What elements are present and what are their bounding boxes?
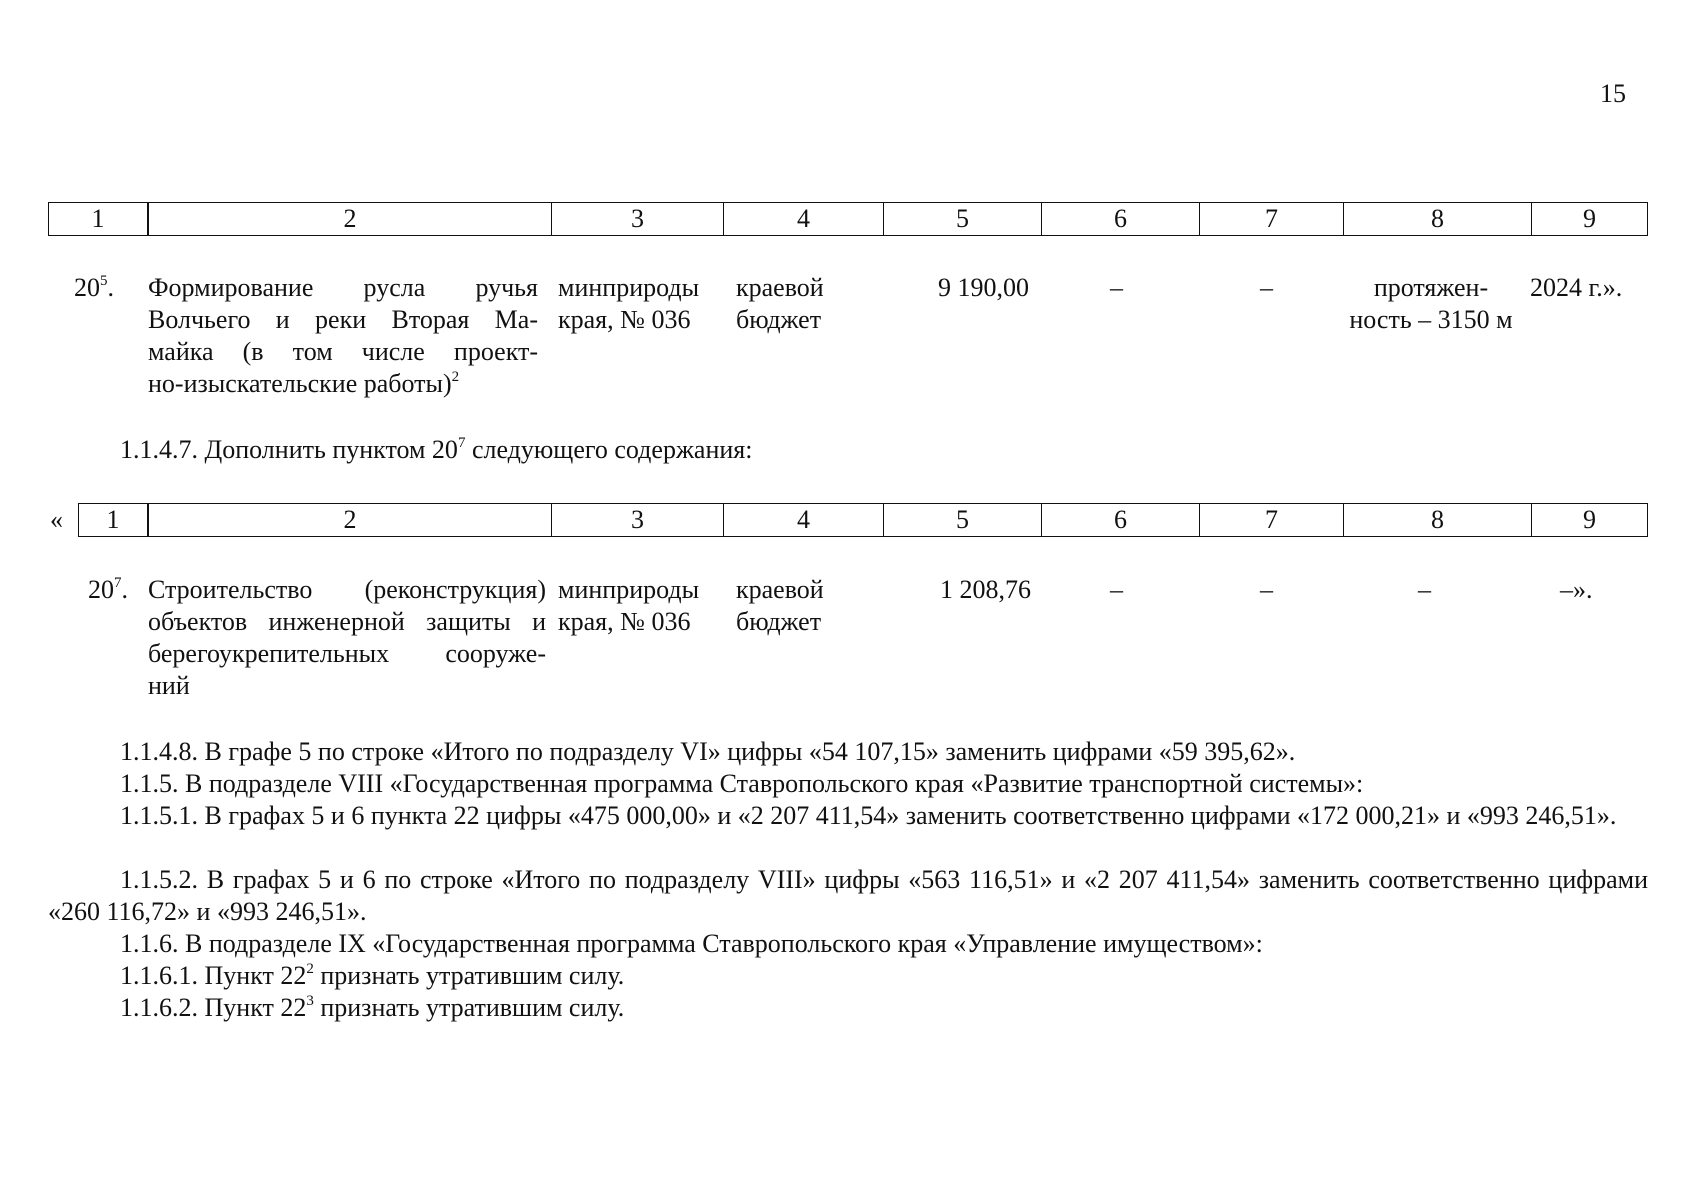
header-col-3: 3 (551, 203, 723, 235)
page-number: 15 (1600, 79, 1626, 108)
header-col-6: 6 (1041, 203, 1199, 235)
row-col7-value: – (1260, 575, 1273, 604)
row-title: Формирование русла ручья Волчьего и реки Вторая Ма- майка (в том числе проект- но-изыскательские работы)$^2$ (148, 273, 538, 398)
header-col-2: 2 (147, 203, 551, 235)
paragraph-1-1-5: 1.1.5. В подразделе VIII «Государственная программа Ставропольского края «Развитие транспортной системы»: (120, 769, 1364, 798)
paragraph-1-1-5-2: 1.1.5.2. В графах 5 и 6 по строке «Итого по подразделу VIII» цифры «563 116,51» и «2 207 411,54» заменить соответственно цифрами «260 116,72» и «993 246,51». (48, 865, 1648, 926)
row-number: $20^5$. (74, 273, 114, 302)
row-executor: минприроды края, № 036 (558, 575, 700, 636)
header-col-5: 5 (883, 203, 1041, 235)
header-col-8: 8 (1343, 504, 1531, 536)
paragraph-1-1-6: 1.1.6. В подразделе IX «Государственная программа Ставропольского края «Управление имуществом»: (120, 929, 1263, 958)
row-title: Строительство (реконструкция) объектов инженерной защиты и берегоукрепительных сооруже- ний (148, 575, 546, 700)
header-col-1: 1 (106, 505, 120, 534)
header-col-3: 3 (551, 504, 723, 536)
row-funding-source: краевой бюджет (736, 575, 824, 636)
row-col6-value: – (1110, 575, 1123, 604)
row-number: $20^7$. (88, 575, 128, 604)
opening-quote: « (50, 505, 63, 534)
row-funding-source: краевой бюджет (736, 273, 824, 334)
row-col9-value: –». (1560, 575, 1593, 604)
column-number-header-2 (78, 503, 1648, 537)
header-col-6: 6 (1041, 504, 1199, 536)
row-col5-value: 9 190,00 (938, 273, 1029, 302)
header-col-7: 7 (1199, 203, 1343, 235)
paragraph-1-1-6-2: 1.1.6.2. Пункт $22^3$ признать утратившим силу. (120, 993, 625, 1022)
row-col5-value: 1 208,76 (940, 575, 1031, 604)
paragraph-1-1-5-1: 1.1.5.1. В графах 5 и 6 пункта 22 цифры «475 000,00» и «2 207 411,54» заменить соответственно цифрами «172 000,21» и «993 246,51». (120, 801, 1617, 830)
header-col-8: 8 (1343, 203, 1531, 235)
header-col-1: 1 (91, 204, 105, 233)
row-col8-value: – (1418, 575, 1431, 604)
paragraph-1-1-4-7: 1.1.4.7. Дополнить пунктом $20^7$ следующего содержания: (120, 435, 753, 464)
column-number-header-1 (48, 202, 1648, 236)
row-col8-value: протяжен- ность – 3150 м (1349, 273, 1513, 334)
header-col-9: 9 (1531, 504, 1647, 536)
header-col-9: 9 (1531, 203, 1647, 235)
paragraph-1-1-6-1: 1.1.6.1. Пункт $22^2$ признать утратившим силу. (120, 961, 625, 990)
header-col-2: 2 (147, 504, 551, 536)
header-col-5: 5 (883, 504, 1041, 536)
row-executor: минприроды края, № 036 (558, 273, 700, 334)
header-col-7: 7 (1199, 504, 1343, 536)
row-col7-value: – (1260, 273, 1273, 302)
header-col-4: 4 (723, 504, 883, 536)
row-col6-value: – (1110, 273, 1123, 302)
header-col-4: 4 (723, 203, 883, 235)
row-col9-value: 2024 г.». (1530, 273, 1623, 302)
paragraph-1-1-4-8: 1.1.4.8. В графе 5 по строке «Итого по подразделу VI» цифры «54 107,15» заменить цифрами «59 395,62». (120, 737, 1296, 766)
